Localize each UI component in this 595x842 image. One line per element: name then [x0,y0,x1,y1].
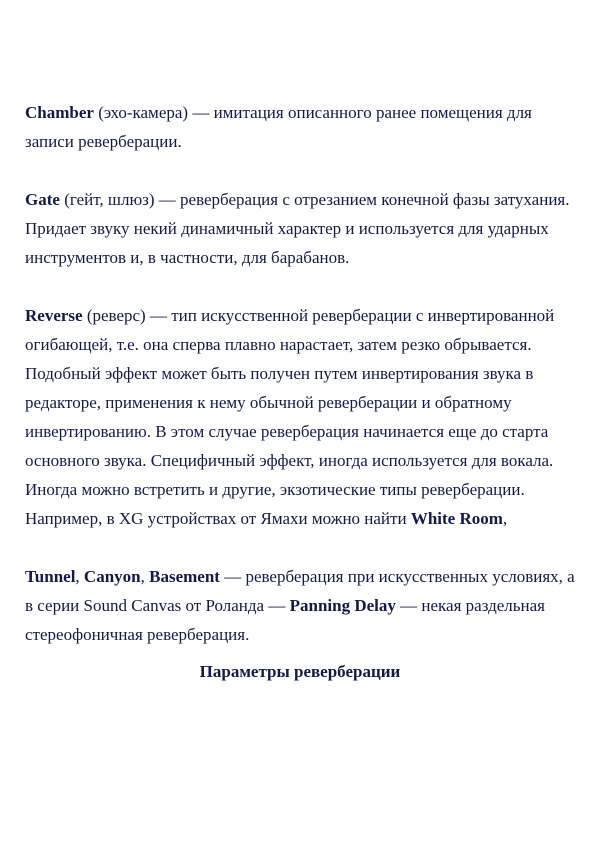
paragraph-text: , [75,567,84,586]
paragraph-text: , [140,567,150,586]
paragraph-text: , [502,509,508,528]
paragraph-text: (гейт, шлюз) — реверберация с отрезанием конечной фазы затухания. Придает звуку некий динамичный характер и используется для ударных инструментов и, в частности, для барабанов. [25,190,570,267]
paragraph-text: (реверс) — тип искусственной реверберации с инвертированной огибающей, т.е. она сперва плавно нарастает, затем резко обрывается. Подобный эффект может быть получен путем инвертирования звука в редакторе, применения к нему обычной реверберации и обратному инвертированию. В этом случае реверберация начинается еще до старта основного звука. Специфичный эффект, иногда используется для вокала. Иногда можно встретить и другие, экзотические типы реверберации. Например, в XG устройствах от Ямахи можно найти [25,306,555,528]
paragraph-text: — некая раздельная стереофоничная реверберация. [25,596,545,644]
paragraph-reverse [25,301,575,533]
section-heading: Параметры реверберации [199,662,401,681]
term-chamber: Chamber [25,103,94,122]
paragraph-tunnel [25,562,575,649]
paragraph-chamber [25,98,575,156]
term-reverse: Reverse [25,306,83,325]
term-white-room: White Room [410,509,503,528]
document-page [25,98,575,686]
paragraph-text: — реверберация при искусственных условиях, а в серии Sound Canvas от Роланда — [25,567,575,615]
term-panning-delay: Panning Delay [289,596,396,615]
term-gate: Gate [25,190,60,209]
term-canyon: Canyon [83,567,141,586]
term-tunnel: Tunnel [25,567,76,586]
paragraph-gate [25,185,575,272]
paragraph-text: (эхо-камера) — имитация описанного ранее помещения для записи реверберации. [25,103,532,151]
term-basement: Basement [149,567,220,586]
